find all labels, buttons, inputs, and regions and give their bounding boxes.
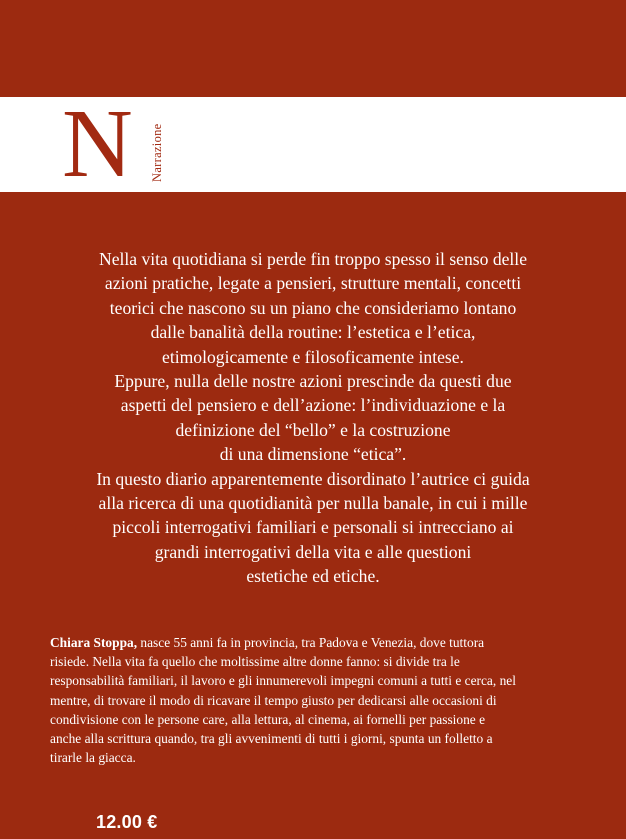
bio-line [50, 633, 584, 652]
author-bio [50, 633, 584, 767]
price-label: 12.00 € [96, 812, 158, 832]
bio-line: condivisione con le persone care, alla lettura, al cinema, ai fornelli per passione e [50, 711, 486, 727]
bio-line: responsabilità familiari, il lavoro e gli innumerevoli impegni comuni a tutti e cerca, nel [50, 673, 516, 689]
blurb-line: piccoli interrogativi familiari e personali si intrecciano ai [112, 517, 514, 538]
blurb-line: aspetti del pensiero e dell’azione: l’individuazione e la [120, 395, 506, 416]
blurb-line: di una dimensione “etica”. [219, 444, 407, 465]
bio-first-line-text: nasce 55 anni fa in provincia, tra Padova e Venezia, dove tuttora [137, 635, 485, 650]
blurb-line: azioni pratiche, legate a pensieri, strutture mentali, concetti [104, 273, 522, 294]
blurb-line: grandi interrogativi della vita e alle questioni [154, 541, 472, 562]
blurb-line: In questo diario apparentemente disordinato l’autrice ci guida [96, 468, 530, 489]
bio-line: anche alla scrittura quando, tra gli avvenimenti di tutti i giorni, spunta un folletto a [50, 731, 493, 747]
bio-line: tirarle la giacca. [50, 750, 136, 766]
blurb-line: estetiche ed etiche. [246, 566, 380, 587]
blurb-line: etimologicamente e filosoficamente intese. [162, 346, 464, 367]
bio-line: risiede. Nella vita fa quello che moltissime altre donne fanno: si divide tra le [50, 654, 460, 670]
blurb-line: teorici che nascono su un piano che consideriamo lontano [109, 297, 517, 318]
publisher-logo-letter: N [62, 90, 133, 198]
bio-line: mentre, di trovare il modo di ricavare il tempo giusto per dedicarsi alle occasioni di [50, 692, 497, 708]
blurb-line: Nella vita quotidiana si perde fin troppo spesso il senso delle [98, 249, 528, 269]
publisher-logo-name: Narrazione [150, 123, 164, 182]
blurb-line: dalle banalità della routine: l’estetica e l’etica, [150, 322, 476, 343]
author-name: Chiara Stoppa, [50, 635, 138, 650]
blurb-line: alla ricerca di una quotidianità per nulla banale, in cui i mille [98, 493, 528, 514]
blurb-line: Eppure, nulla delle nostre azioni prescinde da questi due [114, 371, 512, 392]
blurb-line: definizione del “bello” e la costruzione [175, 419, 451, 440]
book-blurb [30, 247, 596, 589]
